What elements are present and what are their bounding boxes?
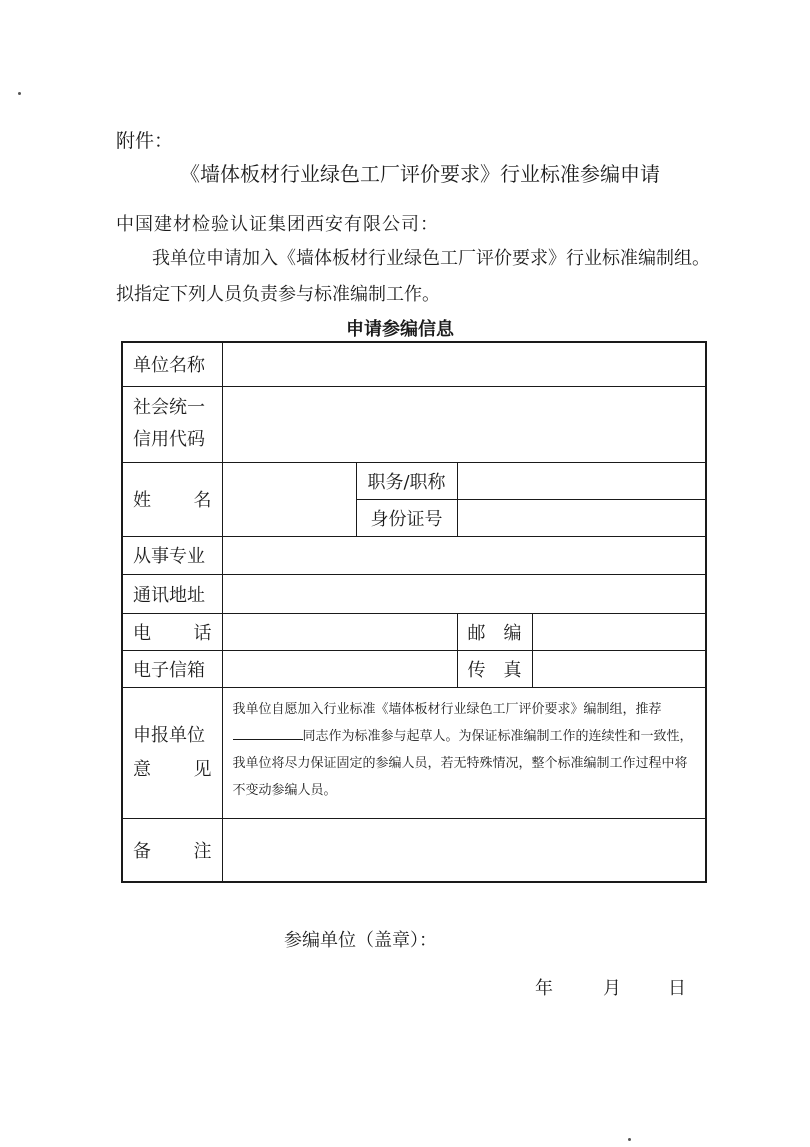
row-credit-code bbox=[122, 386, 706, 462]
specialty-label: 从事专业 bbox=[122, 536, 222, 574]
zip-label: 邮 编 bbox=[457, 613, 532, 650]
date-year: 年 bbox=[535, 978, 553, 999]
id-number-field[interactable] bbox=[457, 499, 706, 536]
row-remarks bbox=[122, 818, 706, 882]
address-label: 通讯地址 bbox=[122, 574, 222, 613]
fax-field[interactable] bbox=[532, 650, 706, 687]
row-unit-name bbox=[122, 342, 706, 386]
recommended-person-blank[interactable] bbox=[233, 725, 303, 740]
unit-name-label: 单位名称 bbox=[122, 342, 222, 386]
email-label: 电子信箱 bbox=[122, 650, 222, 687]
row-unit-opinion bbox=[122, 687, 706, 818]
application-form-table bbox=[121, 341, 707, 883]
row-phone-zip bbox=[122, 613, 706, 650]
seal-label: 参编单位（盖章）： bbox=[284, 930, 437, 951]
credit-code-field[interactable] bbox=[222, 386, 706, 462]
application-paragraph-line2: 拟指定下列人员负责参与标准编制工作。 bbox=[116, 284, 440, 305]
specialty-field[interactable] bbox=[222, 536, 706, 574]
row-email-fax bbox=[122, 650, 706, 687]
row-name-position bbox=[122, 462, 706, 499]
row-specialty bbox=[122, 536, 706, 574]
date-month: 月 bbox=[603, 978, 621, 999]
id-number-label: 身份证号 bbox=[356, 499, 457, 536]
zip-field[interactable] bbox=[532, 613, 706, 650]
address-field[interactable] bbox=[222, 574, 706, 613]
date-day: 日 bbox=[668, 978, 686, 999]
application-paragraph-line1: 我单位申请加入《墙体板材行业绿色工厂评价要求》行业标准编制组。 bbox=[152, 248, 710, 269]
unit-name-field[interactable] bbox=[222, 342, 706, 386]
document-title: 《墙体板材行业绿色工厂评价要求》行业标准参编申请 bbox=[180, 162, 660, 186]
position-field[interactable] bbox=[457, 462, 706, 499]
unit-opinion-label: 申报单位 意 见 bbox=[122, 687, 222, 818]
attachment-label: 附件： bbox=[116, 130, 174, 152]
scan-speck bbox=[628, 1138, 631, 1141]
name-field[interactable] bbox=[222, 462, 356, 536]
phone-field[interactable] bbox=[222, 613, 457, 650]
remarks-field[interactable] bbox=[222, 818, 706, 882]
position-label: 职务/职称 bbox=[356, 462, 457, 499]
phone-label: 电 话 bbox=[122, 613, 222, 650]
declaration-text: 我单位自愿加入行业标准《墙体板材行业绿色工厂评价要求》编制组，推荐同志作为标准参与起草人。为保证标准编制工作的连续性和一致性，我单位将尽力保证固定的参编人员，若无特殊情况，整个标准编制工作过程中将不变动参编人员。 bbox=[222, 687, 706, 818]
remarks-label: 备 注 bbox=[122, 818, 222, 882]
scan-speck bbox=[18, 92, 21, 95]
form-title: 申请参编信息 bbox=[346, 319, 454, 340]
fax-label: 传 真 bbox=[457, 650, 532, 687]
addressee: 中国建材检验认证集团西安有限公司： bbox=[116, 214, 439, 235]
row-address bbox=[122, 574, 706, 613]
credit-code-label: 社会统一 信用代码 bbox=[122, 386, 222, 462]
name-label: 姓 名 bbox=[122, 462, 222, 536]
email-field[interactable] bbox=[222, 650, 457, 687]
